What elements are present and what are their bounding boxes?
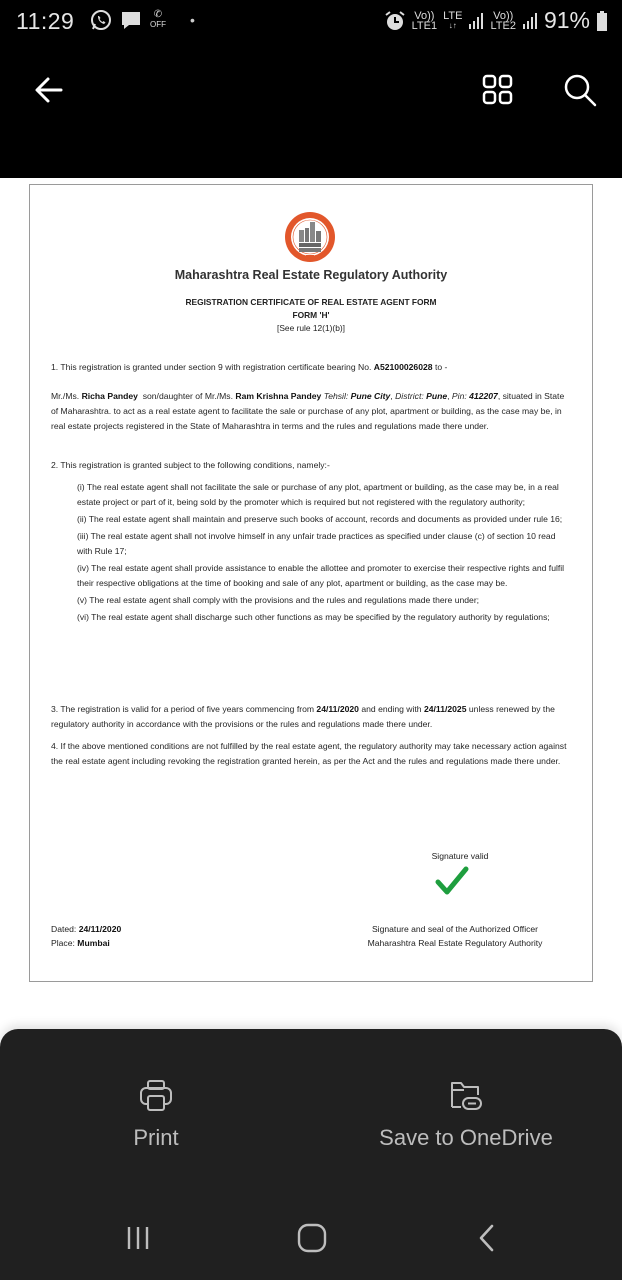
notification-icons [90, 9, 195, 31]
sim1-network: LTE ↓↑ [443, 9, 463, 30]
rule-reference: [See rule 12(1)(b)] [277, 323, 345, 333]
whatsapp-icon [90, 9, 112, 31]
sim2-indicator: Vo)) LTE2 [490, 9, 516, 32]
condition-item: (v) The real estate agent shall comply with the provisions and the rules and regulations made there under; [77, 595, 480, 605]
authorized-officer: Signature and seal of the Authorized Officer Maharashtra Real Estate Regulatory Authority [367, 924, 543, 948]
registration-number: A52100026028 [373, 362, 433, 372]
battery-percent: 91% [543, 7, 590, 33]
dot-icon: • [190, 12, 195, 28]
print-button[interactable]: Print [96, 1079, 216, 1151]
checkmark-icon [435, 865, 469, 897]
signal-icon [468, 12, 484, 30]
condition-item: (iv) The real estate agent shall provide assistance to enable the allottee and promoter to exercise their respective rights and fulfil their respective obligations at the time of booking and sale of any plot, apartment or building, as the case may be. [77, 563, 565, 588]
form-name: FORM 'H' [292, 310, 330, 320]
paragraph-3: 3. The registration is valid for a period of five years commencing from 24/11/2020 and ending with 24/11/2025 unless renewed by the regulatory authority in accordance with the provisions or the rules and regulations made there under. [51, 704, 555, 729]
home-icon[interactable] [297, 1223, 327, 1253]
system-nav-bar [0, 1195, 622, 1280]
agent-name: Richa Pandey [81, 391, 138, 401]
document-viewer[interactable] [0, 178, 622, 1030]
condition-item: (ii) The real estate agent shall maintain and preserve such books of account, records and documents as provided under rule 16; [77, 514, 563, 524]
condition-item: (iii) The real estate agent shall not involve himself in any unfair trade practices as specified under clause (c) of section 10 read with Rule 17; [77, 531, 556, 556]
call-forwarding-off-icon: ✆ OFF [150, 9, 166, 29]
sim1-indicator: Vo)) LTE1 [411, 9, 438, 32]
status-right [384, 7, 608, 34]
recents-icon[interactable] [124, 1225, 152, 1251]
folder-link-icon [448, 1079, 484, 1113]
share-bottom-sheet [0, 1029, 622, 1280]
condition-item: (i) The real estate agent shall not facilitate the sale or purchase of any plot, apartment or building, as the case may be, in a real estate project or part of it, being sold by the promoter which is required but not registered with the regulatory authority; [77, 482, 559, 507]
paragraph-1: 1. This registration is granted under section 9 with registration certificate bearing No. A52100026028 to - [51, 362, 448, 372]
condition-item: (vi) The real estate agent shall discharge such other functions as may be specified by the regulatory authority by regulations; [77, 612, 550, 622]
paragraph-2: 2. This registration is granted subject to the following conditions, namely:- [51, 460, 330, 470]
signature-status: Signature valid [431, 851, 489, 861]
paragraph-4: 4. If the above mentioned conditions are not fulfilled by the real estate agent, the regulatory authority may take necessary action against the real estate agent including revoking the registration granted herein, as per the Act and the rules and regulations made there under. [51, 741, 567, 766]
back-chevron-icon[interactable] [476, 1223, 496, 1253]
grid-view-icon[interactable] [481, 73, 515, 107]
conditions-list [51, 480, 573, 625]
maharera-logo [283, 210, 337, 264]
agent-details: Mr./Ms. Richa Pandey son/daughter of Mr./Ms. Ram Krishna Pandey Tehsil: Pune City, District: Pune, Pin: 412207, situated in State of Maharashtra. to act as a real estate agent to facilitate the sale or purchase of any plot, apartment or building, as the case may be, in real estate projects registered in the State of Maharashtra in terms and the rules and regulations made there under. [51, 391, 565, 431]
printer-icon [138, 1079, 174, 1113]
certificate-title: REGISTRATION CERTIFICATE OF REAL ESTATE AGENT FORM FORM 'H' [See rule 12(1)(b)] [30, 296, 592, 335]
search-icon[interactable] [562, 72, 598, 108]
battery-icon [596, 10, 608, 32]
issue-place: Mumbai [77, 938, 110, 948]
date-place: Dated: 24/11/2020 Place: Mumbai [51, 924, 122, 948]
save-to-onedrive-button[interactable]: Save to OneDrive [366, 1079, 566, 1151]
signal-icon [522, 12, 538, 30]
org-name: Maharashtra Real Estate Regulatory Authority [174, 268, 448, 282]
status-bar [0, 0, 622, 44]
app-bar [0, 44, 622, 178]
arrow-left-icon[interactable] [33, 74, 65, 106]
certificate-page [29, 184, 593, 982]
message-icon [120, 9, 142, 31]
parent-name: Ram Krishna Pandey [235, 391, 322, 401]
status-time: 11:29 [16, 8, 75, 34]
start-date: 24/11/2020 [316, 704, 359, 714]
issue-date: 24/11/2020 [78, 924, 122, 934]
alarm-icon [384, 10, 406, 32]
end-date: 24/11/2025 [423, 704, 467, 714]
